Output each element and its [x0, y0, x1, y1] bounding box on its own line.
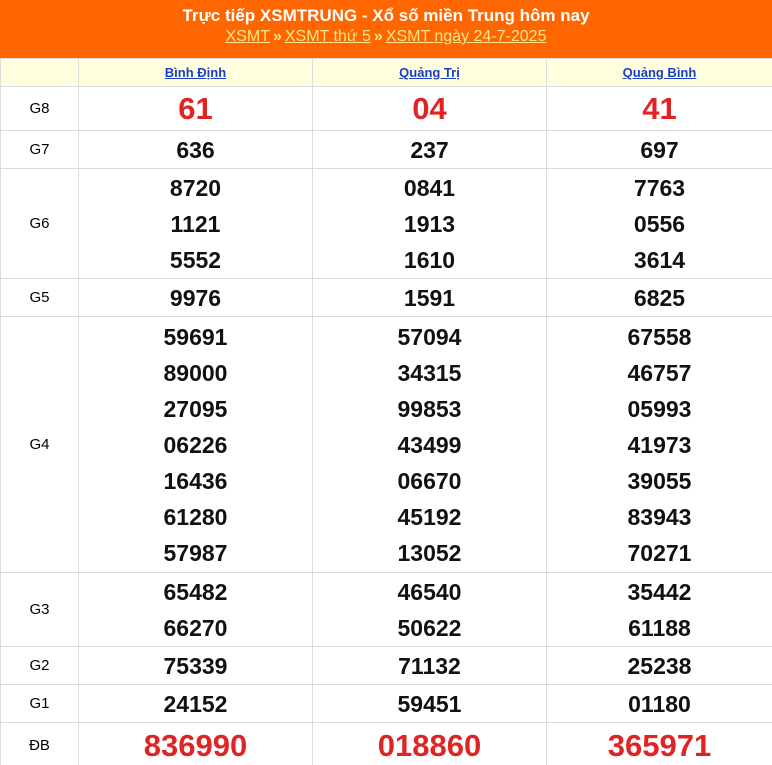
province-link-binh-dinh[interactable]: Bình Định	[164, 65, 227, 80]
result-cell	[547, 723, 772, 765]
prize-row	[1, 573, 772, 647]
result-cell	[79, 685, 313, 723]
lottery-number: 57987	[163, 539, 228, 566]
lottery-number: 1121	[170, 210, 221, 237]
result-cell	[313, 169, 547, 279]
lottery-number: 3614	[633, 246, 686, 273]
breadcrumb-link-xsmt-thu5[interactable]: XSMT thứ 5	[284, 28, 371, 45]
special-prize-number: 365971	[607, 727, 712, 763]
lottery-number: 59451	[397, 690, 462, 717]
result-cell	[313, 279, 547, 317]
lottery-number: 1591	[403, 284, 456, 311]
lottery-number: 7763	[633, 174, 686, 201]
prize-row	[1, 279, 772, 317]
province-link-quang-binh[interactable]: Quảng Bình	[622, 65, 697, 80]
prize-column-header	[1, 59, 79, 87]
province-header	[313, 59, 547, 87]
result-cell	[547, 279, 772, 317]
lottery-number: 16436	[163, 467, 228, 494]
prize-row	[1, 723, 772, 765]
lottery-number: 0841	[403, 174, 456, 201]
prize-label: G3	[1, 573, 79, 647]
breadcrumb	[0, 27, 772, 47]
result-cell	[313, 131, 547, 169]
lottery-number: 1913	[403, 210, 456, 237]
lottery-number: 39055	[627, 467, 692, 494]
results-table	[0, 58, 772, 765]
lottery-number: 66270	[163, 614, 228, 641]
lottery-number: 34315	[397, 359, 462, 386]
lottery-number: 46540	[397, 578, 462, 605]
lottery-number: 70271	[627, 539, 692, 566]
prize-label: G7	[1, 131, 79, 169]
breadcrumb-link-xsmt[interactable]: XSMT	[225, 28, 270, 45]
prize-label: G6	[1, 169, 79, 279]
lottery-number: 61	[178, 90, 213, 126]
breadcrumb-separator: »	[373, 28, 383, 45]
lottery-number: 83943	[627, 503, 692, 530]
lottery-number: 67558	[627, 323, 692, 350]
result-cell	[547, 647, 772, 685]
prize-label: G5	[1, 279, 79, 317]
result-cell	[79, 169, 313, 279]
lottery-number: 45192	[397, 503, 462, 530]
lottery-number: 61188	[628, 614, 691, 641]
result-cell	[313, 87, 547, 131]
prize-row	[1, 685, 772, 723]
province-header	[547, 59, 772, 87]
lottery-number: 13052	[397, 539, 462, 566]
lottery-number: 697	[640, 136, 679, 163]
result-cell	[79, 573, 313, 647]
province-header	[79, 59, 313, 87]
lottery-number: 04	[412, 90, 447, 126]
breadcrumb-link-xsmt-date[interactable]: XSMT ngày 24-7-2025	[385, 28, 547, 45]
lottery-number: 50622	[397, 614, 462, 641]
result-cell	[313, 723, 547, 765]
lottery-number: 57094	[397, 323, 462, 350]
lottery-number: 46757	[627, 359, 692, 386]
prize-label: G2	[1, 647, 79, 685]
result-cell	[547, 169, 772, 279]
lottery-number: 9976	[169, 284, 222, 311]
lottery-number: 89000	[163, 359, 228, 386]
result-cell	[79, 279, 313, 317]
result-cell	[79, 723, 313, 765]
lottery-number: 75339	[163, 652, 228, 679]
prize-row	[1, 131, 772, 169]
lottery-number: 41973	[627, 431, 692, 458]
result-cell	[547, 317, 772, 573]
result-cell	[79, 87, 313, 131]
lottery-number: 636	[176, 136, 215, 163]
result-cell	[79, 131, 313, 169]
lottery-number: 1610	[403, 246, 456, 273]
prize-label: G4	[1, 317, 79, 573]
province-link-quang-tri[interactable]: Quảng Trị	[399, 65, 460, 80]
lottery-number: 01180	[628, 690, 691, 717]
prize-row	[1, 317, 772, 573]
lottery-number: 59691	[163, 323, 228, 350]
special-prize-number: 018860	[377, 727, 482, 763]
lottery-number: 05993	[627, 395, 692, 422]
lottery-number: 27095	[163, 395, 228, 422]
result-cell	[547, 685, 772, 723]
result-cell	[547, 87, 772, 131]
lottery-number: 71132	[398, 652, 461, 679]
page-header	[0, 0, 772, 58]
result-cell	[79, 647, 313, 685]
lottery-number: 8720	[169, 174, 222, 201]
lottery-number: 35442	[627, 578, 692, 605]
lottery-number: 61280	[163, 503, 228, 530]
prize-row	[1, 87, 772, 131]
lottery-number: 0556	[633, 210, 686, 237]
prize-row	[1, 647, 772, 685]
result-cell	[313, 317, 547, 573]
lottery-number: 99853	[397, 395, 462, 422]
prize-label: G8	[1, 87, 79, 131]
lottery-number: 65482	[163, 578, 228, 605]
result-cell	[313, 573, 547, 647]
page-title: Trực tiếp XSMTRUNG - Xổ số miền Trung hôm nay	[182, 6, 590, 25]
result-cell	[547, 131, 772, 169]
prize-row	[1, 169, 772, 279]
special-prize-number: 836990	[143, 727, 248, 763]
lottery-number: 06670	[397, 467, 462, 494]
lottery-number: 237	[410, 136, 449, 163]
results-body	[1, 87, 772, 765]
result-cell	[79, 317, 313, 573]
result-cell	[313, 685, 547, 723]
result-cell	[547, 573, 772, 647]
lottery-number: 25238	[627, 652, 692, 679]
lottery-number: 06226	[163, 431, 228, 458]
prize-label: ĐB	[1, 723, 79, 765]
table-header-row	[1, 59, 772, 87]
prize-label: G1	[1, 685, 79, 723]
lottery-number: 5552	[169, 246, 222, 273]
breadcrumb-separator: »	[272, 28, 282, 45]
lottery-number: 24152	[163, 690, 228, 717]
lottery-number: 41	[642, 90, 677, 126]
lottery-number: 43499	[397, 431, 462, 458]
result-cell	[313, 647, 547, 685]
lottery-number: 6825	[633, 284, 686, 311]
